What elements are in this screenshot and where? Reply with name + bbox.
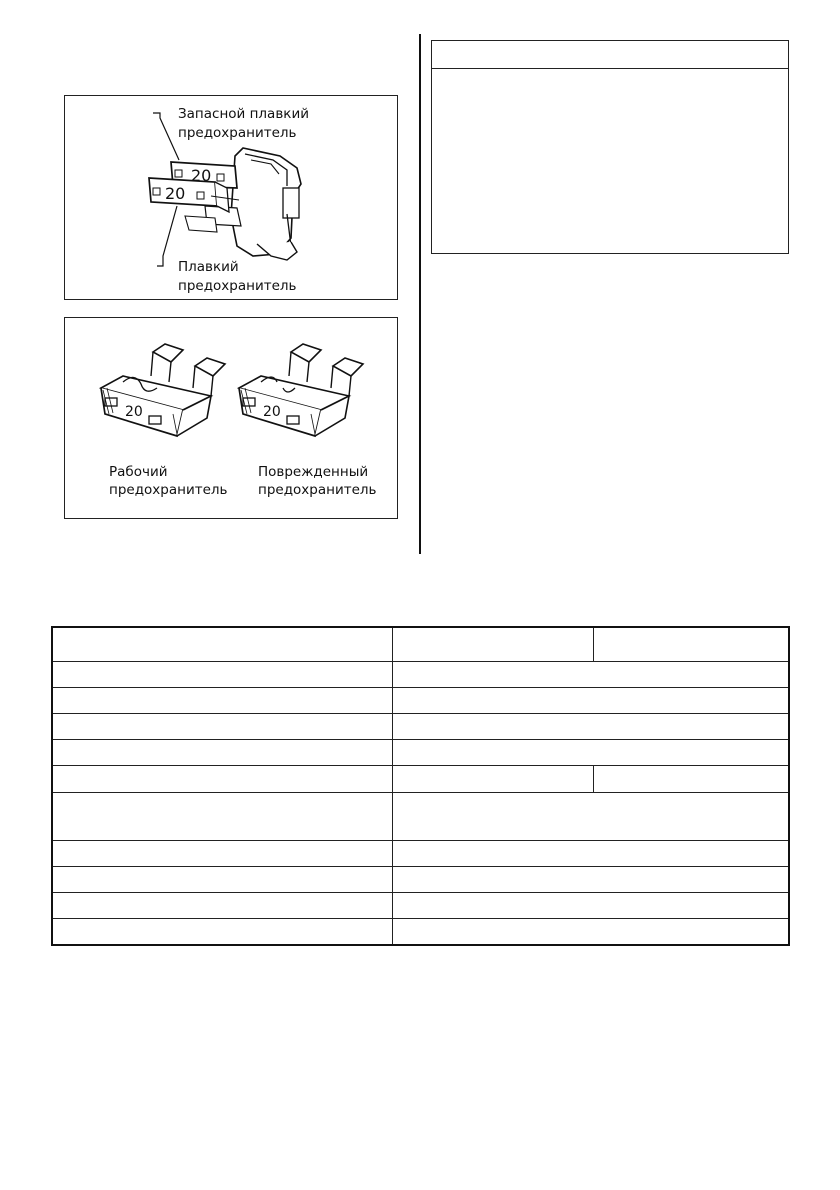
- blown-fuse-label-line1: Поврежденный: [258, 464, 369, 480]
- figure-fuse-compare: [64, 317, 398, 519]
- fuse-label-line1: Плавкий: [178, 259, 239, 275]
- table-row: [52, 792, 789, 840]
- table-row: [52, 739, 789, 765]
- blown-fuse-icon: [239, 344, 363, 436]
- table-row: [52, 840, 789, 866]
- note-box: [431, 40, 789, 254]
- table-row: [52, 687, 789, 713]
- note-box-header: [432, 41, 788, 69]
- good-fuse-rating: 20: [125, 404, 143, 420]
- good-fuse-label-line1: Рабочий: [109, 464, 168, 480]
- figure-fuse-box: [64, 95, 398, 300]
- table-row: [52, 627, 789, 661]
- table-row: [52, 765, 789, 792]
- table-row: [52, 866, 789, 892]
- blown-fuse-label-line2: предохранитель: [258, 482, 377, 498]
- fuse-rating: 20: [165, 184, 186, 203]
- table-row: [52, 892, 789, 918]
- spec-table: [51, 626, 790, 946]
- table-row: [52, 713, 789, 739]
- spare-fuse-rating: 20: [191, 166, 212, 185]
- good-fuse-icon: [101, 344, 225, 436]
- table-row: [52, 918, 789, 945]
- spare-fuse-label-line1: Запасной плавкий: [178, 106, 309, 122]
- blown-fuse-rating: 20: [263, 404, 281, 420]
- good-fuse-label-line2: предохранитель: [109, 482, 228, 498]
- column-divider: [419, 34, 421, 554]
- fuse-label-line2: предохранитель: [178, 278, 297, 294]
- table-row: [52, 661, 789, 687]
- spare-fuse-label-line2: предохранитель: [178, 125, 297, 141]
